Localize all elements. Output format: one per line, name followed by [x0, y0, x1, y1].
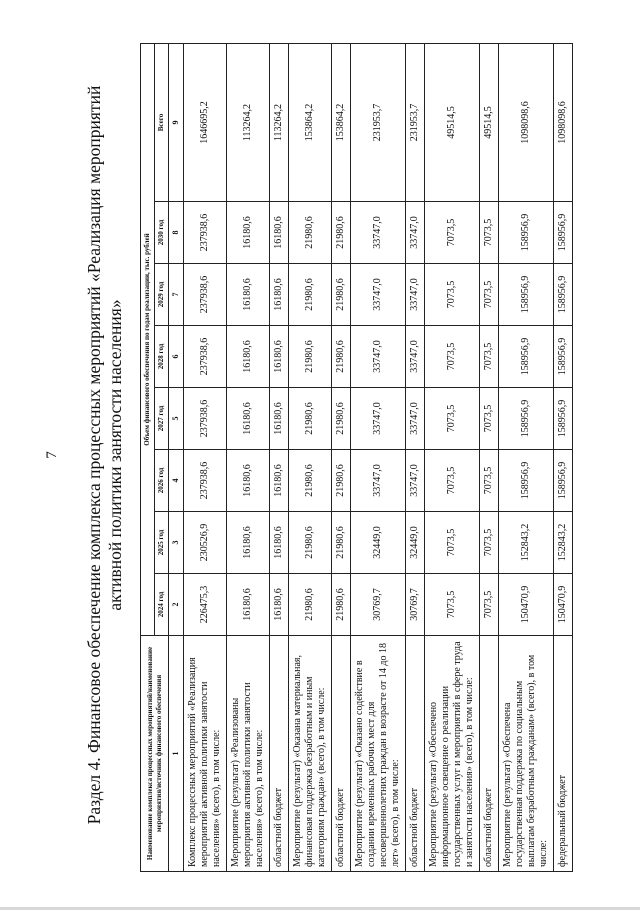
row-value-cell: 7073,5	[480, 264, 499, 326]
header-year: 2026 год	[155, 450, 169, 512]
row-value-cell: 21980,6	[332, 512, 351, 574]
row-value-cell: 16180,6	[227, 264, 270, 326]
section-title-line-1: Раздел 4. Финансовое обеспечение комплекса процессных мероприятий «Реализация мероприятий	[84, 85, 104, 825]
row-value-cell: 158956,9	[499, 450, 554, 512]
financing-table	[140, 43, 573, 872]
row-value-cell: 150470,9	[554, 574, 573, 636]
column-index: 2	[169, 574, 184, 636]
table-row	[270, 44, 289, 872]
row-value-cell: 7073,5	[425, 326, 480, 388]
row-value-cell: 16180,6	[227, 450, 270, 512]
row-value-cell: 33747,0	[351, 388, 406, 450]
row-value-cell: 33747,0	[351, 326, 406, 388]
row-value-cell: 33747,0	[406, 264, 425, 326]
row-value-cell: 16180,6	[270, 326, 289, 388]
column-index: 6	[169, 326, 184, 388]
row-total-cell: 1098098,6	[554, 44, 573, 202]
row-value-cell: 33747,0	[351, 450, 406, 512]
header-total: Всего	[155, 44, 169, 202]
row-value-cell: 7073,5	[425, 450, 480, 512]
row-value-cell: 7073,5	[480, 326, 499, 388]
row-value-cell: 21980,6	[332, 202, 351, 264]
header-year: 2025 год	[155, 512, 169, 574]
row-value-cell: 7073,5	[480, 388, 499, 450]
row-value-cell: 33747,0	[351, 264, 406, 326]
column-index: 9	[169, 44, 184, 202]
row-value-cell: 30769,7	[351, 574, 406, 636]
row-name-cell: Мероприятие (результат) «Оказана материальная, финансовая поддержка безработным и иным категориям граждан» (всего), в том числе:	[289, 636, 332, 872]
row-total-cell: 153864,2	[289, 44, 332, 202]
row-value-cell: 21980,6	[289, 512, 332, 574]
row-value-cell: 30769,7	[406, 574, 425, 636]
row-value-cell: 158956,9	[499, 202, 554, 264]
row-value-cell: 158956,9	[554, 388, 573, 450]
row-value-cell: 7073,5	[425, 512, 480, 574]
row-name-cell: областной бюджет	[270, 636, 289, 872]
row-value-cell: 7073,5	[480, 574, 499, 636]
row-total-cell: 1098098,6	[499, 44, 554, 202]
row-total-cell: 231953,7	[351, 44, 406, 202]
row-value-cell: 32449,0	[351, 512, 406, 574]
row-value-cell: 21980,6	[289, 202, 332, 264]
row-value-cell: 237938,6	[184, 264, 227, 326]
row-name-cell: областной бюджет	[406, 636, 425, 872]
row-value-cell: 33747,0	[406, 202, 425, 264]
column-index: 8	[169, 202, 184, 264]
row-name-cell: Мероприятие (результат) «Обеспечена государственная поддержка по социальным выплатам безработным гражданам» (всего), в том числе:	[499, 636, 554, 872]
row-value-cell: 16180,6	[227, 202, 270, 264]
row-value-cell: 158956,9	[554, 202, 573, 264]
row-value-cell: 16180,6	[270, 388, 289, 450]
row-value-cell: 21980,6	[332, 326, 351, 388]
row-value-cell: 21980,6	[332, 450, 351, 512]
row-value-cell: 21980,6	[289, 574, 332, 636]
column-index: 7	[169, 264, 184, 326]
header-funding-group: Объем финансового обеспечения по годам реализации, тыс. рублей	[141, 44, 155, 636]
row-value-cell: 21980,6	[332, 574, 351, 636]
table-row	[351, 44, 406, 872]
row-value-cell: 150470,9	[499, 574, 554, 636]
row-value-cell: 237938,6	[184, 450, 227, 512]
section-title	[84, 40, 126, 870]
row-value-cell: 152843,2	[554, 512, 573, 574]
row-total-cell: 1646695,2	[184, 44, 227, 202]
row-value-cell: 158956,9	[499, 388, 554, 450]
row-name-cell: Комплекс процессных мероприятий «Реализация мероприятий активной политики занятости населения» (всего), в том числе:	[184, 636, 227, 872]
header-year: 2027 год	[155, 388, 169, 450]
row-total-cell: 153864,2	[332, 44, 351, 202]
row-value-cell: 33747,0	[351, 202, 406, 264]
row-value-cell: 158956,9	[554, 264, 573, 326]
row-value-cell: 16180,6	[227, 388, 270, 450]
column-index: 5	[169, 388, 184, 450]
table-row	[289, 44, 332, 872]
row-value-cell: 7073,5	[425, 264, 480, 326]
column-index: 3	[169, 512, 184, 574]
row-value-cell: 21980,6	[289, 326, 332, 388]
row-value-cell: 21980,6	[289, 388, 332, 450]
section-title-line-2: активной политики занятости населения»	[105, 299, 125, 611]
row-total-cell: 49514,5	[425, 44, 480, 202]
row-value-cell: 7073,5	[425, 202, 480, 264]
row-total-cell: 113264,2	[227, 44, 270, 202]
row-value-cell: 7073,5	[480, 450, 499, 512]
row-value-cell: 33747,0	[406, 450, 425, 512]
row-value-cell: 33747,0	[406, 388, 425, 450]
row-value-cell: 230526,9	[184, 512, 227, 574]
page-number: 7	[44, 451, 60, 459]
row-value-cell: 7073,5	[425, 574, 480, 636]
table-row	[184, 44, 227, 872]
header-row-1	[141, 44, 155, 872]
row-value-cell: 7073,5	[480, 512, 499, 574]
row-value-cell: 21980,6	[289, 264, 332, 326]
row-value-cell: 7073,5	[480, 202, 499, 264]
row-total-cell: 49514,5	[480, 44, 499, 202]
row-value-cell: 16180,6	[270, 264, 289, 326]
header-year: 2024 год	[155, 574, 169, 636]
table-row	[554, 44, 573, 872]
table-row	[425, 44, 480, 872]
row-value-cell: 21980,6	[289, 450, 332, 512]
row-name-cell: Мероприятие (результат) «Реализованы мероприятия активной политики занятости населения» (всего), в том числе:	[227, 636, 270, 872]
row-value-cell: 226475,3	[184, 574, 227, 636]
row-name-cell: областной бюджет	[480, 636, 499, 872]
row-value-cell: 32449,0	[406, 512, 425, 574]
header-year: 2030 год	[155, 202, 169, 264]
header-year: 2029 год	[155, 264, 169, 326]
column-index: 1	[169, 636, 184, 872]
table-row	[480, 44, 499, 872]
row-value-cell: 158956,9	[554, 326, 573, 388]
row-value-cell: 16180,6	[270, 202, 289, 264]
row-value-cell: 158956,9	[499, 326, 554, 388]
row-value-cell: 16180,6	[270, 450, 289, 512]
row-value-cell: 16180,6	[227, 512, 270, 574]
row-name-cell: федеральный бюджет	[554, 636, 573, 872]
table-body	[169, 44, 573, 872]
row-value-cell: 16180,6	[270, 512, 289, 574]
row-value-cell: 237938,6	[184, 202, 227, 264]
row-value-cell: 21980,6	[332, 388, 351, 450]
row-total-cell: 231953,7	[406, 44, 425, 202]
header-year: 2028 год	[155, 326, 169, 388]
column-index: 4	[169, 450, 184, 512]
table-row	[406, 44, 425, 872]
row-name-cell: Мероприятие (результат) «Оказано содействие в создании временных рабочих мест для несовершеннолетних граждан в возрасте от 14 до 18 лет» (всего), в том числе:	[351, 636, 406, 872]
row-name-cell: Мероприятие (результат) «Обеспечено информационное освещение о реализации государственных услуг и мероприятий в сфере труда и занятости населения» (всего), в том числе:	[425, 636, 480, 872]
table-row	[499, 44, 554, 872]
row-value-cell: 158956,9	[499, 264, 554, 326]
row-value-cell: 152843,2	[499, 512, 554, 574]
row-value-cell: 16180,6	[227, 326, 270, 388]
row-value-cell: 16180,6	[270, 574, 289, 636]
row-value-cell: 7073,5	[425, 388, 480, 450]
row-value-cell: 158956,9	[554, 450, 573, 512]
header-name-column: Наименование комплекса процессных мероприятий/наименование мероприятия/источник финансового обеспечения	[141, 636, 169, 872]
row-total-cell: 113264,2	[270, 44, 289, 202]
row-value-cell: 16180,6	[227, 574, 270, 636]
row-value-cell: 237938,6	[184, 388, 227, 450]
row-name-cell: областной бюджет	[332, 636, 351, 872]
row-value-cell: 21980,6	[332, 264, 351, 326]
table-row	[227, 44, 270, 872]
column-index-row	[169, 44, 184, 872]
row-value-cell: 33747,0	[406, 326, 425, 388]
row-value-cell: 237938,6	[184, 326, 227, 388]
table-row	[332, 44, 351, 872]
